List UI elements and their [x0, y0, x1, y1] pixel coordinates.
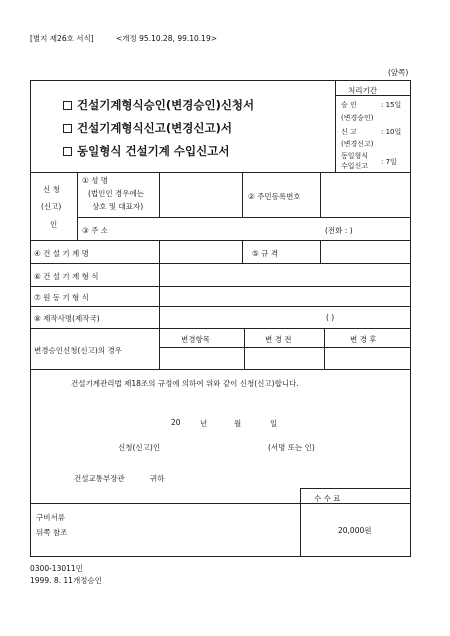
change-before-field[interactable]	[245, 348, 323, 368]
statement-text: 건설기계관리법 제18조의 규정에 의하여 위와 같이 신청(신고)합니다.	[71, 379, 299, 388]
checkbox-approval[interactable]	[63, 101, 72, 110]
rrn-label: ② 주민등록번호	[248, 192, 301, 201]
required-docs-note: 뒤쪽 참조	[36, 528, 68, 537]
name-note-1: (법인인 경우에는	[88, 189, 145, 198]
processing-period-header: 처리기간	[348, 86, 377, 95]
change-item-header: 변경항목	[181, 335, 210, 344]
name-field[interactable]	[160, 173, 241, 216]
recipient-honorific: 귀하	[150, 474, 165, 483]
engine-model-field[interactable]	[160, 287, 410, 305]
page-side-label: (앞쪽)	[388, 68, 409, 77]
machine-name-label: ④ 건 설 기 계 명	[34, 249, 89, 258]
address-field[interactable]	[160, 218, 320, 239]
spec-label: ⑤ 규 격	[252, 249, 278, 258]
fee-value: 20,000원	[338, 526, 372, 535]
fee-label: 수 수 료	[314, 494, 341, 503]
manufacturer-country-paren: ( )	[326, 313, 335, 322]
spec-field[interactable]	[321, 241, 410, 262]
manufacturer-field[interactable]	[160, 307, 410, 327]
title-report: 건설기계형식신고(변경신고)서	[63, 120, 232, 136]
applicant-side-label-3: 인	[50, 220, 58, 229]
approval-date: 1999. 8. 11개정승인	[30, 576, 102, 585]
machine-name-field[interactable]	[160, 241, 241, 262]
form-code: 0300-13011민	[30, 564, 83, 573]
recipient: 건설교통부장관	[74, 474, 125, 483]
applicant-signature-label: 신청(신고)인	[118, 443, 161, 452]
change-section-label: 변경승인신청(신고)의 경우	[34, 346, 122, 355]
required-docs-label: 구비서류	[36, 513, 65, 522]
name-label: ① 성 명	[82, 176, 108, 185]
change-item-field[interactable]	[160, 348, 243, 368]
change-after-field[interactable]	[325, 348, 410, 368]
engine-model-label: ⑦ 원 동 기 형 식	[34, 293, 89, 302]
machine-model-label: ⑥ 건 설 기 계 형 식	[34, 272, 99, 281]
form-number: [별지 제26호 서식]	[30, 34, 94, 43]
change-before-header: 변 경 전	[265, 335, 292, 344]
title-approval: 건설기계형식승인(변경승인)신청서	[63, 97, 254, 113]
revision-note: <개정 95.10.28, 99.10.19>	[116, 34, 218, 43]
signature-note: (서명 또는 인)	[268, 443, 315, 452]
applicant-side-label-2: (신고)	[41, 202, 62, 211]
checkbox-report[interactable]	[63, 124, 72, 133]
address-label: ③ 주 소	[82, 226, 108, 235]
checkbox-import[interactable]	[63, 147, 72, 156]
change-after-header: 변 경 후	[350, 335, 377, 344]
machine-model-field[interactable]	[160, 264, 410, 285]
title-import: 동일형식 건설기계 수입신고서	[63, 143, 229, 159]
name-note-2: 상호 및 대표자)	[92, 202, 144, 211]
applicant-side-label-1: 신 청	[43, 185, 60, 194]
rrn-field[interactable]	[321, 173, 410, 216]
manufacturer-label: ⑧ 제작사명(제작국)	[34, 314, 100, 323]
phone-label: (전화 : )	[325, 226, 353, 235]
